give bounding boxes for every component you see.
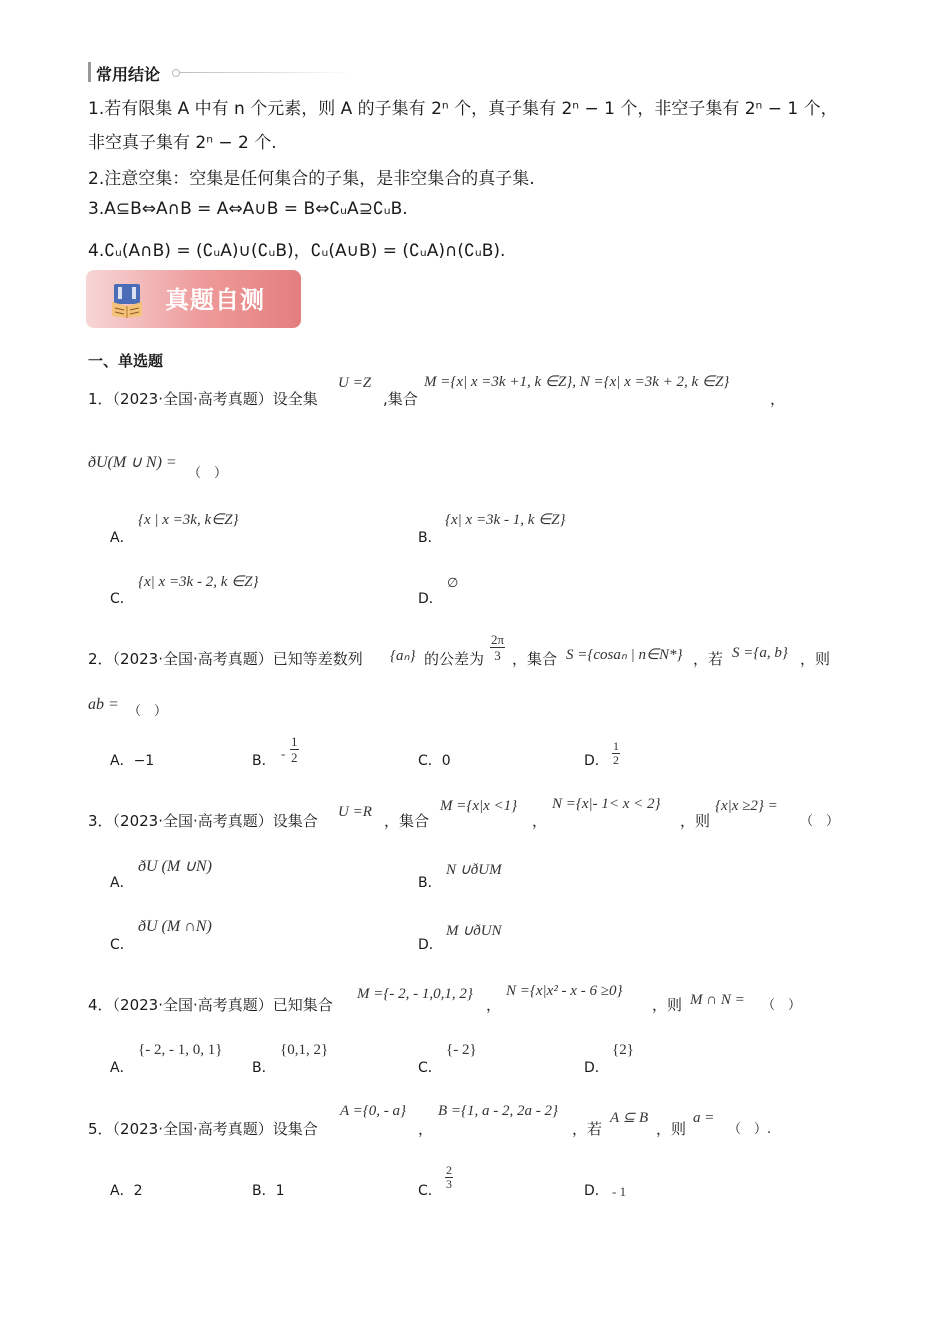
conclusion-2: 2.注意空集：空集是任何集合的子集，是非空集合的真子集. [88,169,535,189]
q2-diff-fraction [490,632,505,663]
q2-mid4: ，则 [800,650,831,668]
q2-set-s2: S ={a, b} [732,645,788,661]
q5-option-c[interactable] [445,1164,453,1191]
q4-mid: ，则 [652,996,683,1014]
conclusion-1b: 非空真子集有 2ⁿ − 2 个. [88,133,277,153]
q3-option-c-label[interactable]: C． [110,937,134,953]
q2-option-b[interactable] [290,734,299,765]
q1-option-b-label[interactable]: B． [418,530,442,546]
q3-paren: （ ） [800,814,840,829]
q3-option-a-label[interactable]: A． [110,875,134,891]
q3-set-n: N ={x|- 1< x < 2} [552,796,661,812]
q1-paren: （ ） [188,466,228,481]
q4-option-c[interactable]: {- 2} [446,1042,477,1058]
q4-paren: （ ） [762,998,802,1013]
q1-comma: ， [770,390,786,408]
q2-frac-den: 3 [494,648,501,663]
book-icon [110,282,144,318]
q5-mid2: ，则 [656,1120,687,1138]
q5-option-d[interactable]: - 1 [612,1184,627,1199]
q2-option-c[interactable]: C．0 [418,753,451,769]
q5-option-d-label[interactable]: D． [584,1183,609,1199]
q5-mid1: ，若 [572,1120,603,1138]
q2-option-d-label[interactable]: D． [584,753,609,769]
q3-option-c[interactable]: ðU (M ∩N) [138,918,212,935]
q4-set-n: N ={x|x² - x - 6 ≥0} [506,983,623,999]
q4-option-d[interactable]: {2} [612,1042,634,1058]
q3-universal: U =R [338,804,372,820]
q2-b-num: 1 [291,734,298,749]
q5-source: （2023·全国·高考真题）设集合 [112,1120,318,1138]
q2-option-a[interactable]: A．−1 [110,753,155,769]
q5-c-den: 3 [446,1177,452,1191]
heading-bar [88,62,91,82]
q1-option-d[interactable]: ∅ [447,575,459,590]
q1-option-d-label[interactable]: D． [418,591,443,607]
q2-option-d[interactable] [612,740,620,767]
q2-line1 [88,648,363,669]
q1-option-b[interactable]: {x| x =3k - 1, k ∈Z} [445,512,566,528]
q2-paren: （ ） [128,704,168,719]
q4-option-a[interactable]: {- 2, - 1, 0, 1} [138,1042,223,1058]
q3-option-b-label[interactable]: B． [418,875,442,891]
q5-number: 5． [88,1120,113,1138]
q1-mid: ,集合 [383,390,418,408]
q5-line1 [88,1118,318,1139]
q2-option-b-label[interactable]: B． [252,753,276,769]
q5-option-b[interactable]: B．1 [252,1183,285,1199]
q4-option-a-label[interactable]: A． [110,1060,134,1076]
q1-option-c-label[interactable]: C． [110,591,134,607]
q1-sets: M ={x| x =3k +1, k ∈Z}, N ={x| x =3k + 2, k ∈Z} [424,374,730,390]
q4-option-b-label[interactable]: B． [252,1060,276,1076]
q4-source: （2023·全国·高考真题）已知集合 [112,996,333,1014]
q5-option-c-label[interactable]: C． [418,1183,442,1199]
q1-option-c[interactable]: {x| x =3k - 2, k ∈Z} [138,574,259,590]
q2-d-num: 1 [613,739,619,753]
q4-option-d-label[interactable]: D． [584,1060,609,1076]
conclusion-1a: 1.若有限集 A 中有 n 个元素，则 A 的子集有 2ⁿ 个，真子集有 2ⁿ − 1 个，非空子集有 2ⁿ − 1 个， [88,99,838,119]
q3-mid2: ，则 [680,812,711,830]
q4-option-c-label[interactable]: C． [418,1060,442,1076]
section-title: 一、单选题 [88,352,164,370]
q1-universal: U =Z [338,375,372,391]
q3-set-m: M ={x|x <1} [440,798,518,814]
q4-option-b[interactable]: {0,1, 2} [280,1042,329,1058]
q5-comma: ， [418,1120,434,1138]
q2-d-den: 2 [613,753,619,767]
q1-option-a-label[interactable]: A． [110,530,134,546]
q5-option-a[interactable]: A．2 [110,1183,143,1199]
q4-line1 [88,994,333,1015]
conclusion-3: 3.A⊆B⇔A∩B = A⇔A∪B = B⇔∁ᵤA⊇∁ᵤB. [88,199,408,219]
heading-dot [172,69,180,77]
q4-number: 4． [88,996,113,1014]
q1-source: （2023·全国·高考真题）设全集 [112,390,318,408]
q3-line1 [88,810,318,831]
q3-expression: {x|x ≥2} = [715,798,778,814]
q2-set-s: S ={cosaₙ | n∈N*} [566,647,683,663]
q5-c-num: 2 [446,1163,452,1177]
q1-line1 [88,388,318,409]
section-heading: 常用结论 [96,65,161,84]
q3-number: 3． [88,812,113,830]
q3-option-d[interactable]: M ∪ðUN [446,923,502,939]
q3-source: （2023·全国·高考真题）设集合 [112,812,318,830]
q2-number: 2． [88,650,113,668]
q2-option-b-sign: - [281,746,286,761]
q3-option-a[interactable]: ðU (M ∪N) [138,858,212,875]
q4-comma: ， [486,996,502,1014]
q3-option-b[interactable]: N ∪ðUM [446,862,502,878]
q3-option-d-label[interactable]: D． [418,937,443,953]
q2-ab: ab = [88,696,119,713]
q2-frac-num: 2π [491,632,505,647]
heading-rule [175,72,355,73]
q2-b-den: 2 [291,750,298,765]
q2-sequence: {aₙ} [390,648,416,664]
q1-expression: ðU(M ∪ N) = [88,454,177,471]
q5-subset: A ⊆ B [610,1110,649,1126]
q5-paren: （ ）. [728,1122,772,1137]
q4-set-m: M ={- 2, - 1,0,1, 2} [357,986,473,1002]
q2-source: （2023·全国·高考真题）已知等差数列 [112,650,363,668]
q3-comma: ， [532,812,548,830]
q1-number: 1． [88,390,113,408]
q5-a: a = [693,1110,715,1126]
q2-mid2: ，集合 [512,650,558,668]
banner-title: 真题自测 [165,286,265,314]
q4-expression: M ∩ N = [690,992,745,1008]
q2-mid3: ，若 [693,650,724,668]
q5-set-a: A ={0, - a} [340,1103,407,1119]
q3-mid1: ，集合 [384,812,430,830]
conclusion-4: 4.∁ᵤ(A∩B) = (∁ᵤA)∪(∁ᵤB)，∁ᵤ(A∪B) = (∁ᵤA)∩(∁ᵤB). [88,241,506,261]
q2-mid1: 的公差为 [424,650,485,668]
q5-set-b: B ={1, a - 2, 2a - 2} [438,1103,559,1119]
q1-option-a[interactable]: {x | x =3k, k∈Z} [138,512,239,528]
